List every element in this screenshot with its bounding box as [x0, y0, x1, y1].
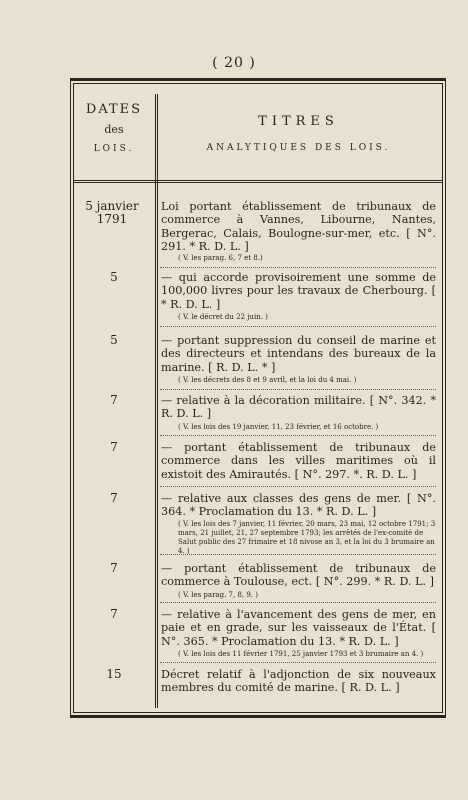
- entry-title: — portant établissement de tribunaux de commerce dans les villes maritimes où il existoit des Amirautés. [ N°. 297. *. R. D. L. ]: [161, 441, 436, 481]
- entry-title: — relative à la décoration militaire. [ N°. 342. * R. D. L. ]: [161, 394, 436, 421]
- titles-column-header: [159, 114, 438, 153]
- entry-title: Décret relatif à l'adjonction de six nouveaux membres du comité de marine. [ R. D. L. ]: [161, 668, 436, 695]
- entry-title: — relative à l'avancement des gens de mer, en paie et en grade, sur les vaisseaux de l'État. [ N°. 365. * Proclamation du 13. * R. D. L. ]: [161, 608, 436, 648]
- titles-header-subtitle: ANALYTIQUES DES LOIS.: [206, 143, 391, 153]
- dates-column-header: [74, 102, 154, 154]
- dates-header-lois: LOIS.: [93, 144, 135, 154]
- dates-header-des: des: [104, 123, 124, 136]
- entry-date: 15: [106, 667, 122, 681]
- entry-separator: [160, 602, 436, 603]
- entry-separator: [160, 554, 436, 555]
- dates-header-label: DATES: [85, 102, 143, 117]
- entry-date: 7: [110, 491, 118, 505]
- entry-date: 5: [110, 333, 118, 347]
- entry-note: ( V. les parag. 7, 8, 9. ): [178, 591, 258, 599]
- entry-date: 7: [110, 561, 118, 575]
- entry-note: ( V. les lois des 11 février 1791, 25 janvier 1793 et 3 brumaire an 4. ): [178, 650, 424, 658]
- entry-separator: [160, 389, 436, 390]
- entry-date: 7: [110, 607, 118, 621]
- entry-separator: [160, 326, 436, 327]
- page-number: ( 20 ): [212, 55, 256, 71]
- entry-title: — relative aux classes des gens de mer. [ N°. 364. * Proclamation du 13. * R. D. L. ]: [161, 492, 436, 519]
- entry-note: ( V. les parag. 6, 7 et 8.): [178, 254, 263, 262]
- entry-title: — portant établissement de tribunaux de commerce à Toulouse, ect. [ N°. 299. * R. D. L. ]: [161, 562, 436, 589]
- entry-date: 7: [110, 393, 118, 407]
- entry-note: ( V. les décrets des 8 et 9 avril, et la loi du 4 mai. ): [178, 376, 357, 384]
- entry-note: ( V. les lois des 7 janvier, 11 février, 20 mars, 23 mai, 12 octobre 1791; 3 mars, 21 juillet, 21, 27 septembre 1793; les arrêtés de l'ex-comité de Salut public des 27 frimaire et 18 nivose an 3, et la loi du 3 brumaire an 4. ): [178, 520, 436, 555]
- entry-title: Loi portant établissement de tribunaux de commerce à Vannes, Libourne, Nantes, Bergerac, Calais, Boulogne-sur-mer, etc. [ N°. 291. * R. D. L. ]: [161, 200, 436, 254]
- entry-title: — portant suppression du conseil de marine et des directeurs et intendans des bureaux de la marine. [ R. D. L. * ]: [161, 334, 436, 374]
- entry-note: ( V. les lois des 19 janvier, 11, 23 février, et 16 octobre. ): [178, 423, 379, 431]
- header-rule: [74, 180, 442, 183]
- entry-separator: [160, 486, 436, 487]
- entry-note: ( V. le décret du 22 juin. ): [178, 313, 268, 321]
- column-divider: [155, 94, 158, 708]
- titles-header-label: TITRES: [258, 114, 339, 129]
- entry-date: 5: [110, 270, 118, 284]
- entry-separator: [160, 662, 436, 663]
- entry-date: 7: [110, 440, 118, 454]
- table-inner-border: [73, 83, 443, 713]
- entry-separator: [160, 435, 436, 436]
- entry-title: — qui accorde provisoirement une somme de 100,000 livres pour les travaux de Cherbourg. [ * R. D. L. ]: [161, 271, 436, 311]
- table-frame: [70, 78, 446, 718]
- entry-separator: [160, 267, 436, 268]
- entry-date: 5 janvier 1791: [85, 199, 139, 226]
